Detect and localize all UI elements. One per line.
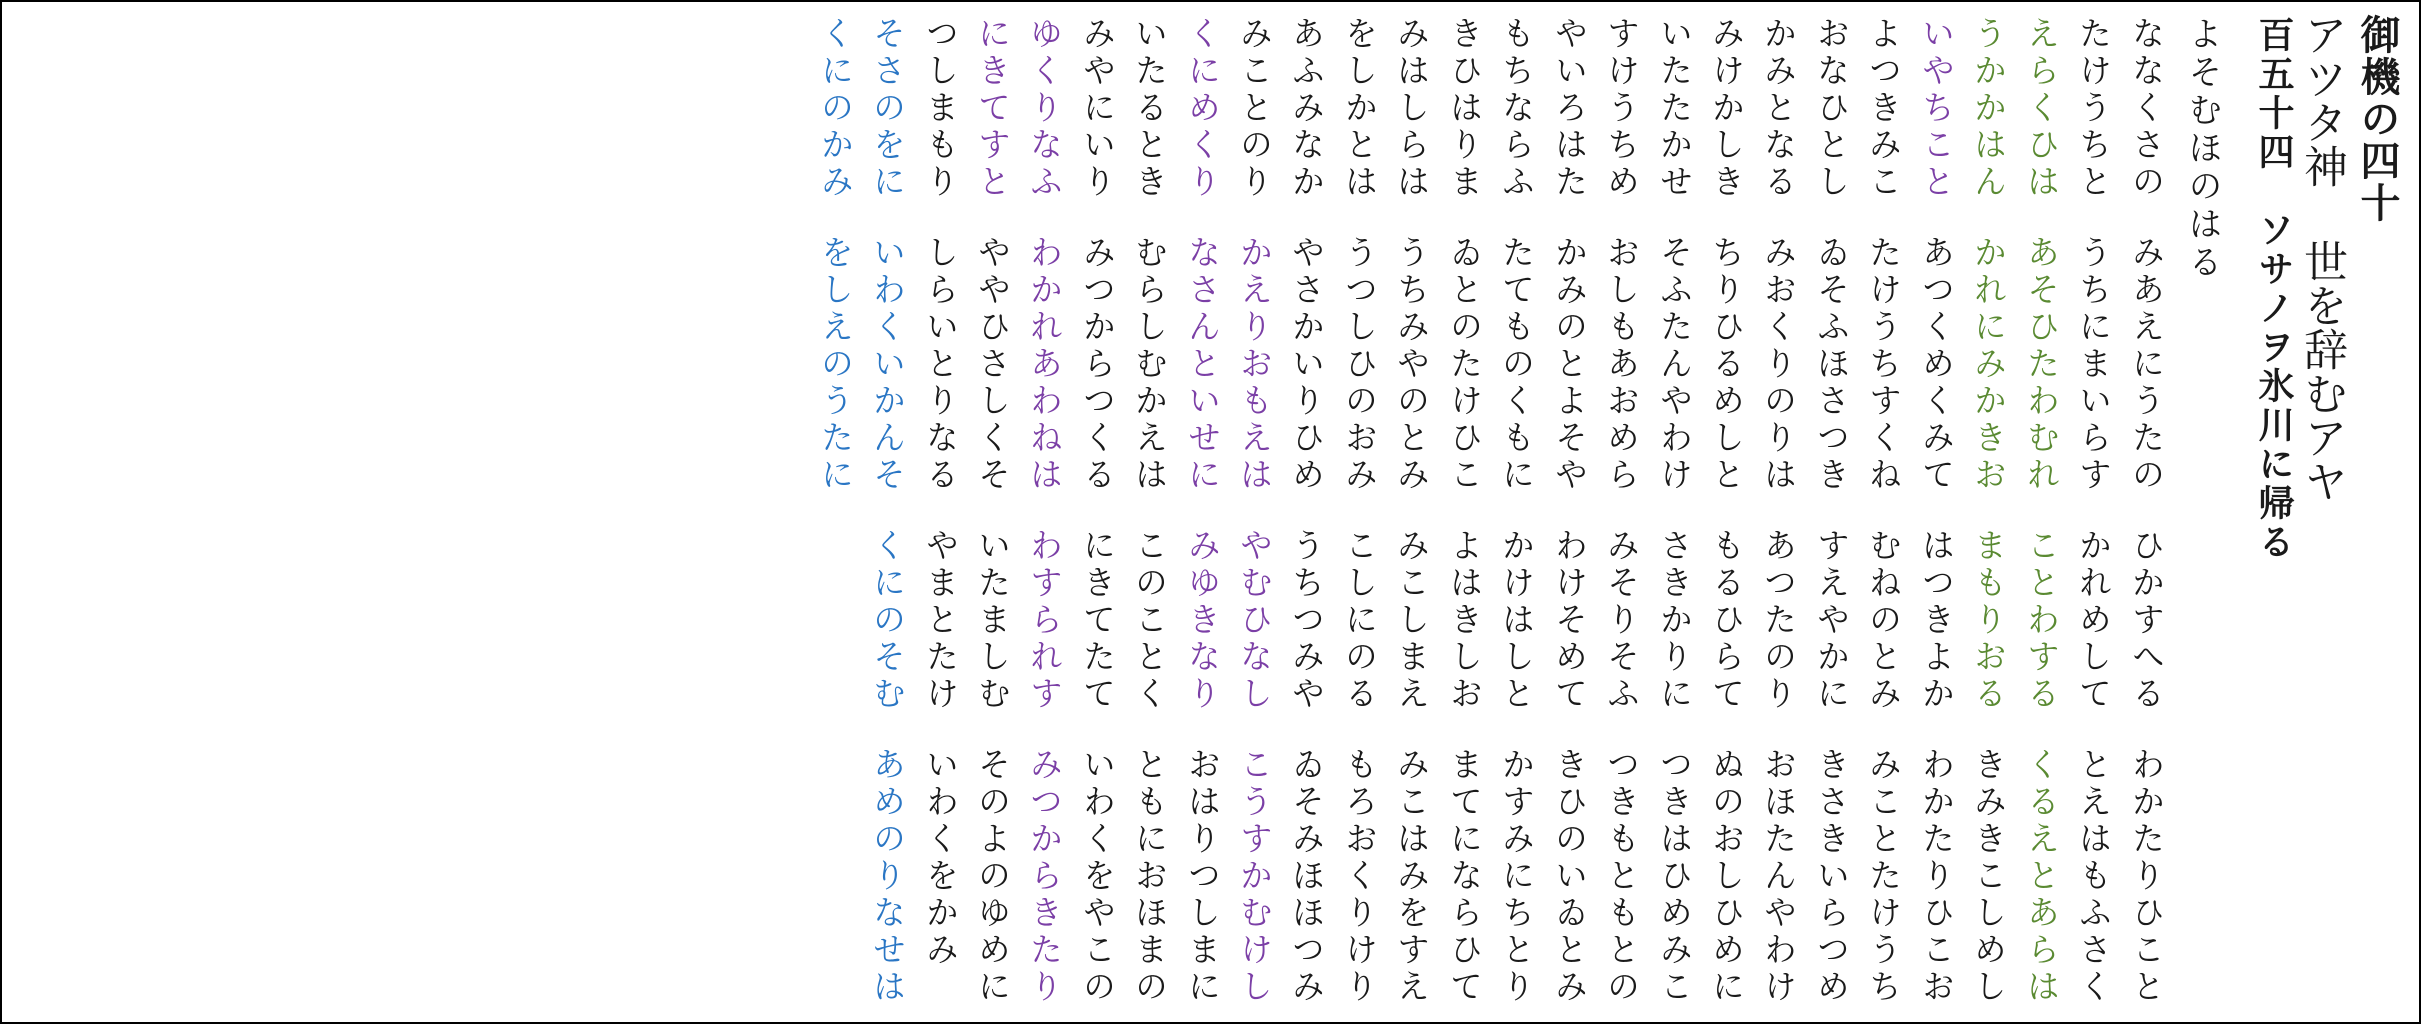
verse: くにのそむ xyxy=(868,528,907,713)
verse: ともにおほまの xyxy=(1130,747,1169,1006)
verse-line xyxy=(1130,16,1169,1006)
verse-line xyxy=(2074,16,2113,1006)
verse-line xyxy=(1392,16,1431,1006)
verse: かえりおもえは xyxy=(1235,235,1274,494)
verse: こうすかむけし xyxy=(1235,747,1274,1006)
verse: をしえのうたに xyxy=(816,235,855,494)
verse-line xyxy=(1025,16,1064,1006)
verse: やまとたけ xyxy=(921,528,960,713)
verse: むねのとみ xyxy=(1864,528,1903,713)
verse: そふたんやわけ xyxy=(1655,235,1694,494)
verse: わすられす xyxy=(1025,528,1064,713)
verse: いたましむ xyxy=(973,528,1012,713)
verse: みあえにうたの xyxy=(2127,235,2166,494)
verse: もちならふ xyxy=(1497,16,1536,201)
verse-line xyxy=(973,16,1012,1006)
verse: かけはしと xyxy=(1497,528,1536,713)
verse: ゐとのたけひこ xyxy=(1445,235,1484,494)
verse: うかかはん xyxy=(1969,16,2008,201)
verse: まてにならひて xyxy=(1445,747,1484,1006)
verse: きさきいらつめ xyxy=(1812,747,1851,1006)
verse: おはりつしまに xyxy=(1183,747,1222,1006)
verse: おなひとし xyxy=(1812,16,1851,201)
verse: あつくめくみて xyxy=(1917,235,1956,494)
verse: やいろはた xyxy=(1550,16,1589,201)
verse: さきかりに xyxy=(1655,528,1694,713)
verse-line xyxy=(1287,16,1326,1006)
verse: みそりそふ xyxy=(1602,528,1641,713)
verse: むらしむかえは xyxy=(1130,235,1169,494)
verse-line xyxy=(1235,16,1274,1006)
verse-line xyxy=(2127,16,2166,1006)
verse: ちりひるめしと xyxy=(1707,235,1746,494)
verse: つきはひめみこ xyxy=(1655,747,1694,1006)
verse-line xyxy=(921,16,960,969)
verse: まもりおる xyxy=(1969,528,2008,713)
verse: えらくひは xyxy=(2022,16,2061,201)
verse: おほたんやわけ xyxy=(1759,747,1798,1006)
verse: つしまもり xyxy=(921,16,960,201)
verse: あつたのり xyxy=(1759,528,1798,713)
verse-line xyxy=(1655,16,1694,1006)
verse: ななくさの xyxy=(2127,16,2166,201)
verse: そのよのゆめに xyxy=(973,747,1012,1006)
verse-line xyxy=(1707,16,1746,1006)
verse: みつからつくる xyxy=(1078,235,1117,494)
verse: はつきよか xyxy=(1917,528,1956,713)
verse: みことたけうち xyxy=(1864,747,1903,1006)
verse: わかれあわねは xyxy=(1025,235,1064,494)
verse: きひのいゐとみ xyxy=(1550,747,1589,1006)
verse: ことわする xyxy=(2022,528,2061,713)
verse: いわくをやこの xyxy=(1078,747,1117,1006)
verse: うつしひのおみ xyxy=(1340,235,1379,494)
verse: ややひさしくそ xyxy=(973,235,1012,494)
verse: よはきしお xyxy=(1445,528,1484,713)
verse-line xyxy=(1078,16,1117,1006)
verse-line xyxy=(1340,16,1379,1006)
verse: なさんといせに xyxy=(1183,235,1222,494)
verse-line xyxy=(2022,16,2061,1006)
verse: みおくりのりは xyxy=(1759,235,1798,494)
verse: そさのをに xyxy=(868,16,907,201)
verse: ゐそふほさつき xyxy=(1812,235,1851,494)
verse-line xyxy=(1917,16,1956,1006)
verse: をしかとは xyxy=(1340,16,1379,201)
verse: やさかいりひめ xyxy=(1287,235,1326,494)
verse: かれにみかきお xyxy=(1969,235,2008,494)
verse: つきもともとの xyxy=(1602,747,1641,1006)
verse: よつきみこ xyxy=(1864,16,1903,201)
verse: ひかすへる xyxy=(2127,528,2166,713)
verse: かすみにちとり xyxy=(1497,747,1536,1006)
verse: みゆきなり xyxy=(1183,528,1222,713)
verse: いわくいかんそ xyxy=(868,235,907,494)
verse: かみとなる xyxy=(1759,16,1798,201)
verse-line xyxy=(1602,16,1641,1006)
verse-line xyxy=(1497,16,1536,1006)
verse: にきてすと xyxy=(973,16,1012,201)
verse: いやちこと xyxy=(1917,16,1956,201)
verse: ぬのおしひめに xyxy=(1707,747,1746,1006)
verse: よそむほのはる xyxy=(2182,16,2222,282)
verse: こしにのる xyxy=(1340,528,1379,713)
verse-line xyxy=(2182,16,2222,282)
verse: わけそめて xyxy=(1550,528,1589,713)
verse: このことく xyxy=(1130,528,1169,713)
verse: うちにまいらす xyxy=(2074,235,2113,494)
verse: ゆくりなふ xyxy=(1025,16,1064,201)
verse: みことのり xyxy=(1235,16,1274,201)
verse: あそひたわむれ xyxy=(2022,235,2061,494)
verse: きひはりま xyxy=(1445,16,1484,201)
verse: もろおくりけり xyxy=(1340,747,1379,1006)
verse: あふみなか xyxy=(1287,16,1326,201)
verse: きみきこしめし xyxy=(1969,747,2008,1006)
verse: たてものくもに xyxy=(1497,235,1536,494)
verse: おしもあおめら xyxy=(1602,235,1641,494)
verse: あめのりなせは xyxy=(868,747,907,1006)
verse-line xyxy=(1812,16,1851,1006)
verse: たけうちと xyxy=(2074,16,2113,201)
verse: にきてたて xyxy=(1078,528,1117,713)
verse-line xyxy=(1550,16,1589,1006)
verse: わかたりひこと xyxy=(2127,747,2166,1006)
verse: くにめくり xyxy=(1183,16,1222,201)
verse-line xyxy=(1759,16,1798,1006)
chapter-subtitle: アツタ神 世を辞むアヤ xyxy=(2296,12,2347,503)
verse: みはしらは xyxy=(1392,16,1431,201)
verse: いたたかせ xyxy=(1655,16,1694,201)
verse-line xyxy=(868,16,907,1006)
verse: すえやかに xyxy=(1812,528,1851,713)
verse: いわくをかみ xyxy=(921,747,960,969)
verse: くにのかみ xyxy=(816,16,855,201)
verse: かれめして xyxy=(2074,528,2113,713)
verse: みけかしき xyxy=(1707,16,1746,201)
verse-line xyxy=(816,16,855,494)
verse: みやにいり xyxy=(1078,16,1117,201)
verse: みこはみをすえ xyxy=(1392,747,1431,1006)
verse: すけうちめ xyxy=(1602,16,1641,201)
verse: みこしまえ xyxy=(1392,528,1431,713)
verse-line xyxy=(1445,16,1484,1006)
verse: もるひらて xyxy=(1707,528,1746,713)
verse: うちつみや xyxy=(1287,528,1326,713)
verse: しらいとりなる xyxy=(921,235,960,494)
verse-line xyxy=(1864,16,1903,1006)
verse: いたるとき xyxy=(1130,16,1169,201)
section-title: 百五十四 ソサノヲ氷川に帰る xyxy=(2253,16,2294,562)
verse: ゐそみほほつみ xyxy=(1287,747,1326,1006)
verse: とえはもふさく xyxy=(2074,747,2113,1006)
chapter-title: 御機の四十 xyxy=(2354,14,2400,224)
verse: たけうちすくね xyxy=(1864,235,1903,494)
verse: かみのとよそや xyxy=(1550,235,1589,494)
verse: うちみやのとみ xyxy=(1392,235,1431,494)
verse-line xyxy=(1183,16,1222,1006)
verse-line xyxy=(1969,16,2008,1006)
verse: みつからきたり xyxy=(1025,747,1064,1006)
verse: くるえとあらは xyxy=(2022,747,2061,1006)
verse: やむひなし xyxy=(1235,528,1274,713)
verse: わかたりひこお xyxy=(1917,747,1956,1006)
